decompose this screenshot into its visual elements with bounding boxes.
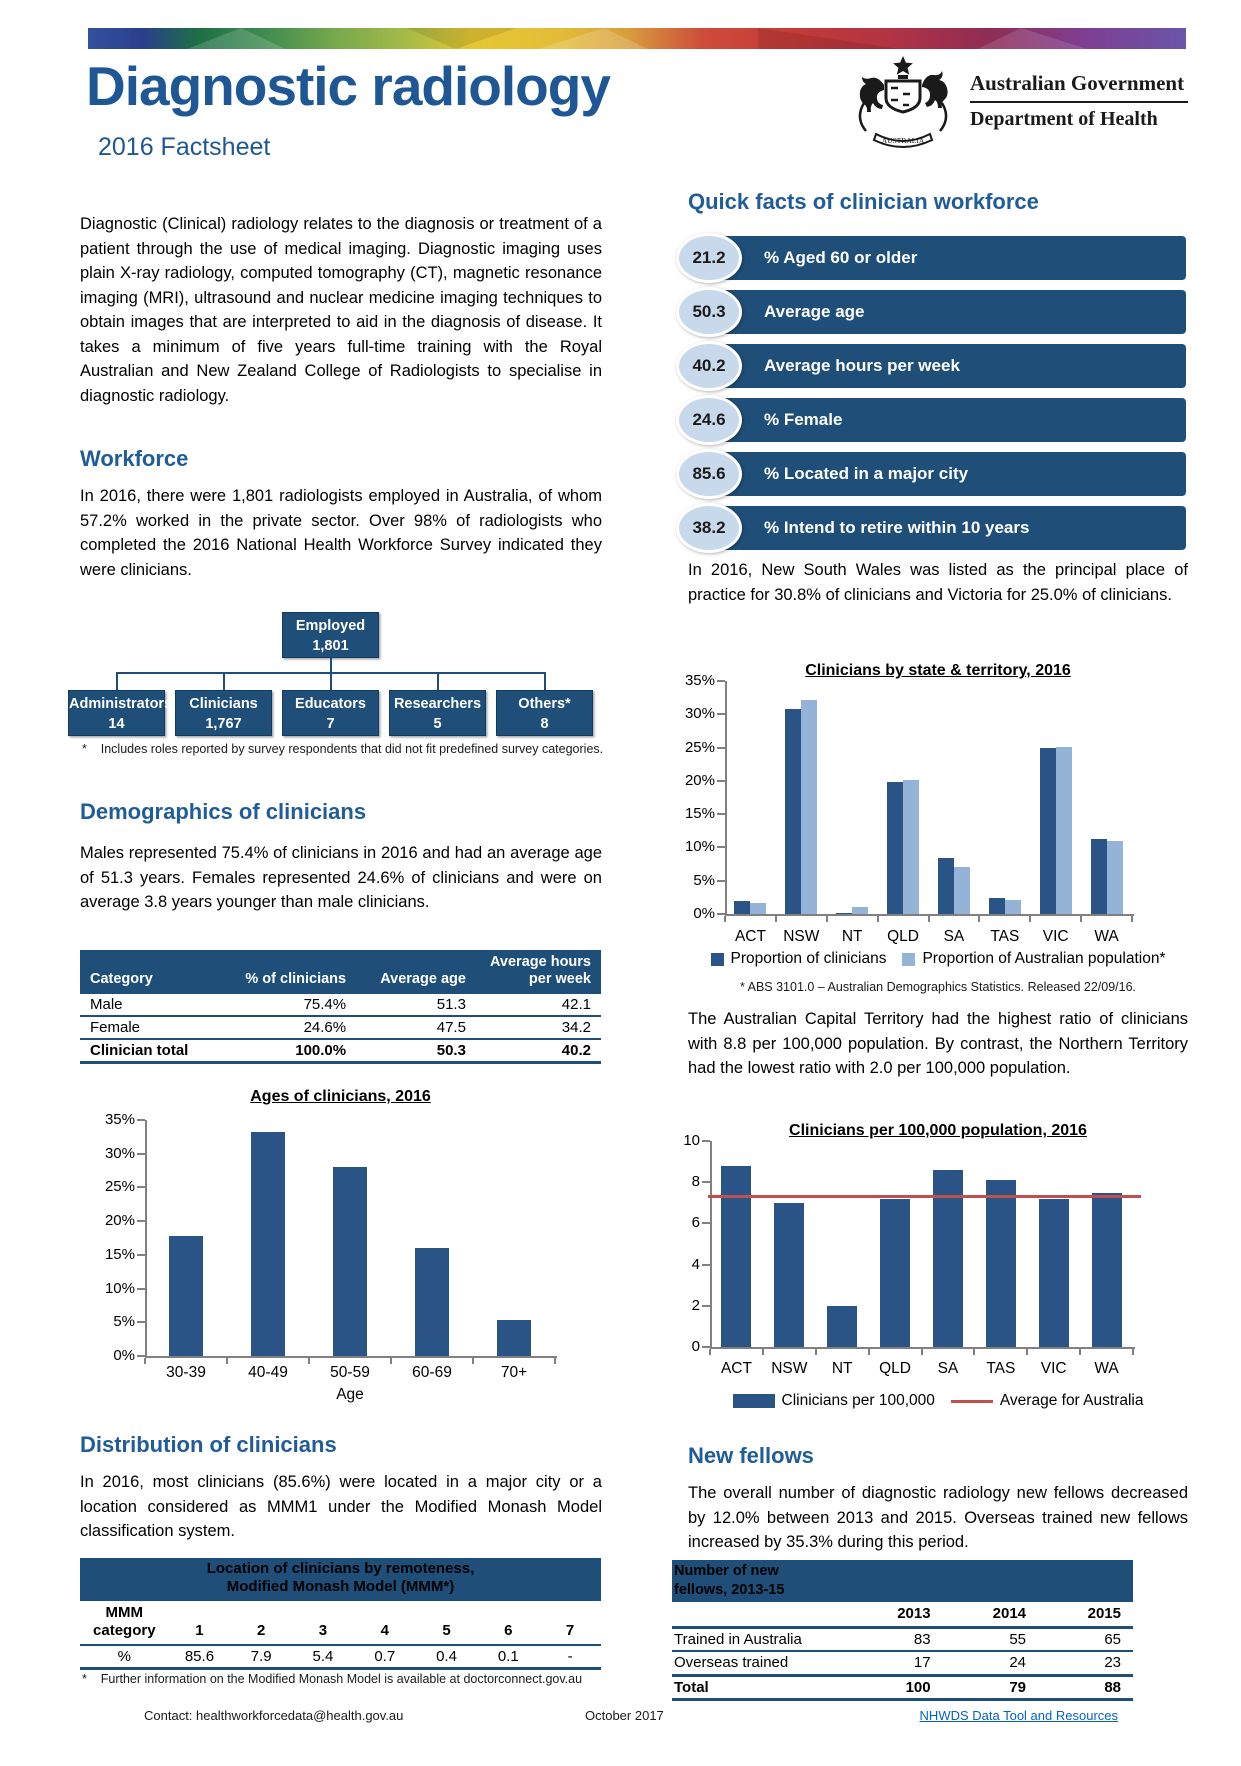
org-root-value: 1,801 xyxy=(312,638,349,654)
bar-VIC-series1 xyxy=(1040,748,1056,914)
demographics-cell: Female xyxy=(80,1016,221,1039)
y-axis-tick-label: 8 xyxy=(691,1173,700,1191)
new-fellows-paragraph: The overall number of diagnostic radiology new fellows decreased by 12.0% between 2013 and 2015. Overseas trained new fellows increased by 35.3% during this period. xyxy=(688,1484,1188,1551)
fellows-value: 100 xyxy=(847,1675,942,1699)
logo-department-text: Department of Health xyxy=(970,108,1158,130)
org-child-label: Educators xyxy=(295,696,366,712)
x-axis-tick-label: SA xyxy=(937,1360,959,1377)
y-axis-tick xyxy=(702,1264,710,1266)
legend-label: Average for Australia xyxy=(999,1392,1144,1409)
x-axis-tick-label: 40-49 xyxy=(248,1364,288,1381)
org-connector xyxy=(330,658,332,673)
y-axis-tick-label: 6 xyxy=(691,1214,700,1232)
bar-TAS-series2 xyxy=(1005,900,1021,914)
fellows-value: 55 xyxy=(1009,1630,1027,1648)
fellows-year-spacer xyxy=(672,1602,847,1627)
demographics-cell: 75.4% xyxy=(221,993,356,1016)
x-axis-tick xyxy=(775,916,777,922)
y-axis-tick-label: 5% xyxy=(113,1313,135,1331)
y-axis-tick xyxy=(137,1254,145,1256)
bar-WA xyxy=(1092,1193,1122,1348)
org-child-label: Others* xyxy=(518,696,571,712)
chart-legend xyxy=(688,950,1188,968)
y-axis-tick xyxy=(702,1305,710,1307)
quick-fact-value-bubble: 24.6 xyxy=(676,395,742,445)
quick-fact-bar xyxy=(714,452,1186,496)
x-axis-tick-label: VIC xyxy=(1040,1360,1067,1377)
quick-fact-value-bubble: 85.6 xyxy=(676,449,742,499)
org-child-value: 14 xyxy=(108,716,125,732)
quick-fact-value-bubble: 21.2 xyxy=(676,233,742,283)
state-territory-chart xyxy=(684,660,1188,1006)
coat-of-arms-icon xyxy=(848,55,958,150)
y-axis-tick-label: 5% xyxy=(693,871,715,889)
mmm-percent-value: 0.1 xyxy=(477,1645,539,1669)
y-axis-tick xyxy=(717,880,725,882)
fellows-row xyxy=(672,1651,1133,1675)
org-connector xyxy=(437,672,439,690)
x-axis-tick xyxy=(877,916,879,922)
fellows-caption-text: Number of new fellows, 2013-15 xyxy=(674,1563,785,1598)
x-axis-tick-label: TAS xyxy=(990,928,1020,945)
legend-swatch xyxy=(733,1394,775,1408)
bar-NSW-series1 xyxy=(785,709,801,914)
demographics-header-row xyxy=(80,950,601,993)
bar-WA-series2 xyxy=(1107,841,1123,914)
org-child-value: 5 xyxy=(433,716,442,732)
legend-entry xyxy=(711,950,887,968)
footer-date: October 2017 xyxy=(585,1708,664,1723)
mmm-category-number: 7 xyxy=(539,1600,601,1646)
legend-swatch xyxy=(711,953,724,966)
org-root-label: Employed xyxy=(295,618,366,634)
y-axis-tick-label: 35% xyxy=(104,1111,135,1128)
x-axis-tick-label: TAS xyxy=(986,1360,1016,1377)
demographics-heading: Demographics of clinicians xyxy=(80,799,367,824)
fellows-row-label: Overseas trained xyxy=(672,1651,847,1675)
x-axis-tick-label: ACT xyxy=(734,928,766,945)
y-axis-tick xyxy=(137,1119,145,1121)
x-axis-tick-label: QLD xyxy=(887,928,919,945)
fellows-value: 17 xyxy=(847,1651,942,1675)
x-axis-tick-label: NT xyxy=(831,1360,853,1377)
quick-fact-bar xyxy=(714,290,1186,334)
workforce-heading: Workforce xyxy=(80,446,189,471)
legend-swatch xyxy=(902,953,915,966)
mmm-category-number: 4 xyxy=(354,1600,416,1646)
quick-facts-heading: Quick facts of clinician workforce xyxy=(688,189,1039,214)
quick-fact-label: % Aged 60 or older xyxy=(764,248,918,267)
y-axis-tick-label: 4 xyxy=(691,1255,700,1273)
demographics-cell: 50.3 xyxy=(356,1039,476,1063)
y-axis-tick-label: 25% xyxy=(104,1178,135,1196)
bar-30-39 xyxy=(169,1236,203,1356)
banner-facet xyxy=(538,28,648,49)
legend-line-swatch xyxy=(951,1400,993,1403)
quick-fact-label: Average age xyxy=(764,302,865,321)
y-axis-tick-label: 10% xyxy=(104,1279,135,1297)
mmm-caption-row xyxy=(80,1558,601,1600)
x-axis-tick-label: VIC xyxy=(1042,928,1069,945)
x-axis-tick xyxy=(928,916,930,922)
mmm-percent-value: 85.6 xyxy=(169,1645,231,1669)
ratio-chart-title: Clinicians per 100,000 population, 2016 xyxy=(789,1122,1087,1139)
mmm-category-row xyxy=(80,1600,601,1646)
y-axis-tick-label: 35% xyxy=(684,672,715,689)
banner-facet xyxy=(977,28,1087,49)
intro-paragraph: Diagnostic (Clinical) radiology relates to the diagnosis or treatment of a patient through the use of medical imaging. Diagnostic imaging uses plain X-ray radiology, computed tomography (CT), magnetic resonance imaging (MRI), ultrasound and nuclear medicine imaging techniques to obtain images that are interpreted to aid in the diagnosis of disease. It takes a minimum of five years full-time training with the Royal Australian and New Zealand College of Radiologists to specialise in diagnostic radiology. xyxy=(80,215,602,405)
logo-divider xyxy=(970,101,1188,103)
y-axis-tick-label: 0% xyxy=(693,905,715,922)
fellows-year-header: 2015 xyxy=(1038,1602,1133,1627)
x-axis-tick xyxy=(978,916,980,922)
org-connector xyxy=(116,672,118,690)
demographics-cell: 51.3 xyxy=(356,993,476,1016)
bar-TAS xyxy=(986,1180,1016,1347)
org-connector xyxy=(330,672,332,690)
y-axis-tick-label: 30% xyxy=(684,705,715,723)
x-axis-tick xyxy=(1131,916,1133,922)
y-axis-tick-label: 30% xyxy=(104,1144,135,1162)
quick-fact-row xyxy=(688,506,1186,550)
y-axis-tick xyxy=(717,713,725,715)
y-axis-tick xyxy=(717,813,725,815)
mmm-percent-value: 7.9 xyxy=(230,1645,292,1669)
y-axis-tick-label: 25% xyxy=(684,738,715,756)
fellows-value: 23 xyxy=(1038,1651,1133,1675)
y-axis-tick-label: 15% xyxy=(684,805,715,823)
quick-fact-bar xyxy=(714,506,1186,550)
mmm-caption-line2: Modified Monash Model (MMM*) xyxy=(226,1578,455,1595)
mmm-category-number: 2 xyxy=(230,1600,292,1646)
org-child-box xyxy=(68,690,173,736)
banner-facet xyxy=(406,28,516,49)
demographics-cell: 47.5 xyxy=(356,1016,476,1039)
distribution-heading: Distribution of clinicians xyxy=(80,1432,337,1457)
demographics-col-header: % of clinicians xyxy=(221,950,356,993)
quick-fact-bar xyxy=(714,236,1186,280)
y-axis-tick xyxy=(137,1355,145,1357)
mmm-category-number: 1 xyxy=(169,1600,231,1646)
quick-fact-row xyxy=(688,398,1186,442)
bar-QLD-series1 xyxy=(887,782,903,914)
quick-fact-row xyxy=(688,344,1186,388)
x-axis-tick-label: SA xyxy=(943,928,965,945)
quick-fact-label: % Female xyxy=(764,410,843,429)
y-axis-tick xyxy=(137,1186,145,1188)
ratio-paragraph: The Australian Capital Territory had the highest ratio of clinicians with 8.8 per 100,000 population. By contrast, the Northern Territory had the lowest ratio with 2.0 per 100,000 population. xyxy=(688,1010,1188,1077)
x-axis-tick-label: NT xyxy=(841,928,863,945)
page-subtitle: 2016 Factsheet xyxy=(98,133,271,161)
x-axis-tick-label: 60-69 xyxy=(412,1364,452,1381)
ages-chart-title: Ages of clinicians, 2016 xyxy=(250,1088,431,1105)
bar-NT xyxy=(827,1306,857,1347)
fellows-value: 24 xyxy=(943,1651,1038,1675)
demographics-cell: 24.6% xyxy=(221,1016,356,1039)
bar-TAS-series1 xyxy=(989,898,1005,914)
banner-facet xyxy=(758,28,901,49)
mmm-table-footnote: * Further information on the Modified Monash Model is available at doctorconnect.gov.au xyxy=(82,1672,583,1686)
legend-entry xyxy=(951,1392,1144,1410)
y-axis-tick xyxy=(702,1222,710,1224)
y-axis-tick xyxy=(137,1153,145,1155)
bar-ACT-series1 xyxy=(734,901,750,914)
y-axis-tick xyxy=(717,680,725,682)
y-axis-tick xyxy=(702,1140,710,1142)
fellows-row-label: Trained in Australia xyxy=(674,1630,802,1648)
bar-VIC xyxy=(1039,1199,1069,1347)
state-chart-footnote: * ABS 3101.0 – Australian Demographics Statistics. Released 22/09/16. xyxy=(739,980,1137,994)
x-axis-tick-label: NSW xyxy=(771,1360,808,1377)
org-connector xyxy=(544,672,546,690)
x-axis-tick xyxy=(826,916,828,922)
y-axis-tick xyxy=(717,747,725,749)
x-axis-tick-label: 30-39 xyxy=(166,1364,206,1381)
mmm-percent-label: % xyxy=(80,1645,169,1669)
fellows-row xyxy=(672,1675,1133,1699)
demographics-row xyxy=(80,1039,601,1063)
org-child-box xyxy=(282,690,379,736)
svg-text:AUSTRALIA: AUSTRALIA xyxy=(881,136,925,145)
x-axis-tick xyxy=(724,916,726,922)
bar-SA-series2 xyxy=(954,867,970,914)
org-child-box xyxy=(175,690,272,736)
org-child-value: 8 xyxy=(540,716,549,732)
y-axis-tick xyxy=(137,1220,145,1222)
demographics-cell: 40.2 xyxy=(476,1039,601,1063)
org-root-box xyxy=(282,612,379,658)
org-child-label: Researchers xyxy=(393,696,482,712)
x-axis-tick-label: NSW xyxy=(783,928,820,945)
quick-fact-label: % Intend to retire within 10 years xyxy=(764,518,1030,537)
bar-NSW-series2 xyxy=(801,700,817,914)
y-axis-tick xyxy=(717,780,725,782)
mmm-percent-value: 0.7 xyxy=(354,1645,416,1669)
fellows-value: 83 xyxy=(913,1630,931,1648)
x-axis-tick-label: QLD xyxy=(879,1360,911,1377)
fellows-year-header: 2014 xyxy=(943,1602,1038,1627)
fellows-year-header: 2013 xyxy=(847,1602,942,1627)
fellows-value: 79 xyxy=(943,1675,1038,1699)
y-axis-tick-label: 0% xyxy=(113,1347,135,1364)
x-axis-tick xyxy=(1029,916,1031,922)
quick-fact-label: % Located in a major city xyxy=(764,464,969,483)
y-axis-tick xyxy=(702,1346,710,1348)
quick-fact-value-bubble: 50.3 xyxy=(676,287,742,337)
x-axis-tick xyxy=(921,1349,923,1355)
mmm-category-number: 6 xyxy=(477,1600,539,1646)
ages-chart xyxy=(80,1086,601,1416)
quick-fact-value-bubble: 38.2 xyxy=(676,503,742,553)
mmm-percent-value: 0.4 xyxy=(416,1645,478,1669)
y-axis-tick xyxy=(137,1288,145,1290)
bar-QLD-series2 xyxy=(903,780,919,914)
quick-fact-row xyxy=(688,236,1186,280)
x-axis-tick xyxy=(1080,916,1082,922)
mmm-caption-line1: Location of clinicians by remoteness, xyxy=(206,1560,475,1577)
bar-60-69 xyxy=(415,1248,449,1356)
fellows-value: 65 xyxy=(1104,1630,1121,1648)
quick-fact-label: Average hours per week xyxy=(764,356,960,375)
bar-NT-series1 xyxy=(836,913,852,914)
x-axis-tick xyxy=(815,1349,817,1355)
y-axis-tick-label: 15% xyxy=(104,1245,135,1263)
x-axis-tick xyxy=(1132,1349,1134,1355)
demographics-cell: Clinician total xyxy=(80,1039,221,1063)
bar-WA-series1 xyxy=(1091,839,1107,914)
demographics-paragraph: Males represented 75.4% of clinicians in 2016 and had an average age of 51.3 years. Females represented 24.6% of clinicians and were on average 3.8 years younger than male clinicians. xyxy=(80,844,602,911)
x-axis-tick-label: 70+ xyxy=(500,1364,528,1381)
fellows-row xyxy=(672,1627,1133,1651)
kangaroo-silhouette xyxy=(860,77,884,112)
y-axis-tick xyxy=(717,846,725,848)
workforce-paragraph: In 2016, there were 1,801 radiologists employed in Australia, of whom 57.2% worked in the private sector. Over 98% of radiologists who completed the 2016 National Health Workforce Survey indicated they were clinicians. xyxy=(80,487,602,579)
bar-ACT-series2 xyxy=(750,903,766,914)
mmm-table xyxy=(80,1558,601,1670)
y-axis-tick xyxy=(717,913,725,915)
bar-40-49 xyxy=(251,1132,285,1356)
fellows-value: 88 xyxy=(1038,1675,1133,1699)
demographics-cell: 100.0% xyxy=(221,1039,356,1063)
state-paragraph: In 2016, New South Wales was listed as the principal place of practice for 30.8% of clinicians and Victoria for 25.0% of clinicians. xyxy=(688,561,1188,604)
footer-nhwds-link[interactable]: NHWDS Data Tool and Resources xyxy=(919,1708,1118,1723)
legend-entry xyxy=(733,1392,935,1410)
x-axis-tick-label: 50-59 xyxy=(330,1364,370,1381)
bar-50-59 xyxy=(333,1167,367,1356)
fellows-year-row xyxy=(672,1602,1133,1627)
legend-label: Proportion of Australian population* xyxy=(922,950,1166,967)
y-axis-tick-label: 0 xyxy=(691,1338,700,1355)
government-logo xyxy=(848,55,1193,155)
new-fellows-heading: New fellows xyxy=(688,1443,814,1468)
mmm-caption xyxy=(80,1558,601,1600)
y-axis-tick-label: 20% xyxy=(104,1212,135,1230)
quick-fact-bar xyxy=(714,398,1186,442)
org-child-label: Clinicians xyxy=(189,696,258,712)
rainbow-banner xyxy=(88,28,1186,49)
chart-legend xyxy=(688,1392,1188,1410)
bar-SA-series1 xyxy=(938,858,954,914)
quick-fact-row xyxy=(688,290,1186,334)
x-axis-tick xyxy=(709,1349,711,1355)
y-axis-tick-label: 2 xyxy=(691,1296,700,1314)
quick-facts-list xyxy=(688,236,1186,560)
x-axis-tick-label: ACT xyxy=(720,1360,752,1377)
bar-VIC-series2 xyxy=(1056,747,1072,914)
y-axis-tick xyxy=(702,1181,710,1183)
mmm-percent-row xyxy=(80,1645,601,1669)
mmm-category-label: MMM category xyxy=(80,1600,169,1646)
logo-text-block xyxy=(970,71,1188,131)
bar-ACT xyxy=(721,1166,751,1347)
mmm-category-number: 5 xyxy=(416,1600,478,1646)
per-100k-chart xyxy=(683,1120,1188,1420)
legend-label: Clinicians per 100,000 xyxy=(781,1392,935,1409)
x-axis-tick xyxy=(973,1349,975,1355)
demographics-col-header: Category xyxy=(80,950,221,993)
average-line xyxy=(708,1195,1141,1198)
org-chart-footnote: * Includes roles reported by survey respondents that did not fit predefined survey categories. xyxy=(82,742,604,756)
fellows-caption-row xyxy=(672,1560,1133,1602)
bar-NT-series2 xyxy=(852,907,868,914)
demographics-col-header: Average hours per week xyxy=(476,950,601,993)
mmm-percent-value: - xyxy=(539,1645,601,1669)
bar-NSW xyxy=(774,1203,804,1347)
banner-facet xyxy=(187,28,286,49)
y-axis-tick-label: 10% xyxy=(684,838,715,856)
bar-70+ xyxy=(497,1320,531,1356)
x-axis-tick-label: WA xyxy=(1094,1360,1119,1377)
quick-fact-bar xyxy=(714,344,1186,388)
demographics-row xyxy=(80,993,601,1016)
fellows-caption xyxy=(672,1560,1133,1602)
logo-government-text: Australian Government xyxy=(970,71,1185,95)
quick-fact-row xyxy=(688,452,1186,496)
new-fellows-table xyxy=(672,1560,1133,1701)
y-axis-tick xyxy=(137,1321,145,1323)
footer-contact: Contact: healthworkforcedata@health.gov.au xyxy=(144,1708,404,1723)
state-chart-title: Clinicians by state & territory, 2016 xyxy=(805,662,1071,679)
page-title: Diagnostic radiology xyxy=(86,55,610,117)
bar-QLD xyxy=(880,1199,910,1347)
org-child-value: 1,767 xyxy=(205,716,242,732)
demographics-cell: Male xyxy=(80,993,221,1016)
distribution-paragraph: In 2016, most clinicians (85.6%) were located in a major city or a location considered as MMM1 under the Modified Monash Model classification system. xyxy=(80,1473,602,1540)
x-axis-tick xyxy=(762,1349,764,1355)
quick-fact-value-bubble: 40.2 xyxy=(676,341,742,391)
mmm-percent-value: 5.4 xyxy=(292,1645,354,1669)
demographics-col-header: Average age xyxy=(356,950,476,993)
demographics-table xyxy=(80,950,601,1064)
mmm-category-number: 3 xyxy=(292,1600,354,1646)
employment-org-chart xyxy=(68,612,593,742)
demographics-cell: 34.2 xyxy=(476,1016,601,1039)
x-axis-tick xyxy=(868,1349,870,1355)
ages-chart-xlabel: Age xyxy=(336,1386,364,1403)
org-child-label: Administrators xyxy=(69,696,173,712)
emu-silhouette xyxy=(922,71,948,108)
y-axis-tick-label: 20% xyxy=(684,771,715,789)
x-axis-tick xyxy=(1026,1349,1028,1355)
legend-entry xyxy=(902,950,1165,968)
x-axis-tick xyxy=(1079,1349,1081,1355)
demographics-row xyxy=(80,1016,601,1039)
org-child-box xyxy=(389,690,486,736)
x-axis-tick-label: WA xyxy=(1094,928,1119,945)
org-child-value: 7 xyxy=(326,716,335,732)
org-child-box xyxy=(496,690,593,736)
org-connector xyxy=(223,672,225,690)
legend-label: Proportion of clinicians xyxy=(730,950,887,967)
y-axis-tick-label: 10 xyxy=(683,1132,700,1149)
fellows-row-label: Total xyxy=(672,1675,847,1699)
demographics-cell: 42.1 xyxy=(476,993,601,1016)
